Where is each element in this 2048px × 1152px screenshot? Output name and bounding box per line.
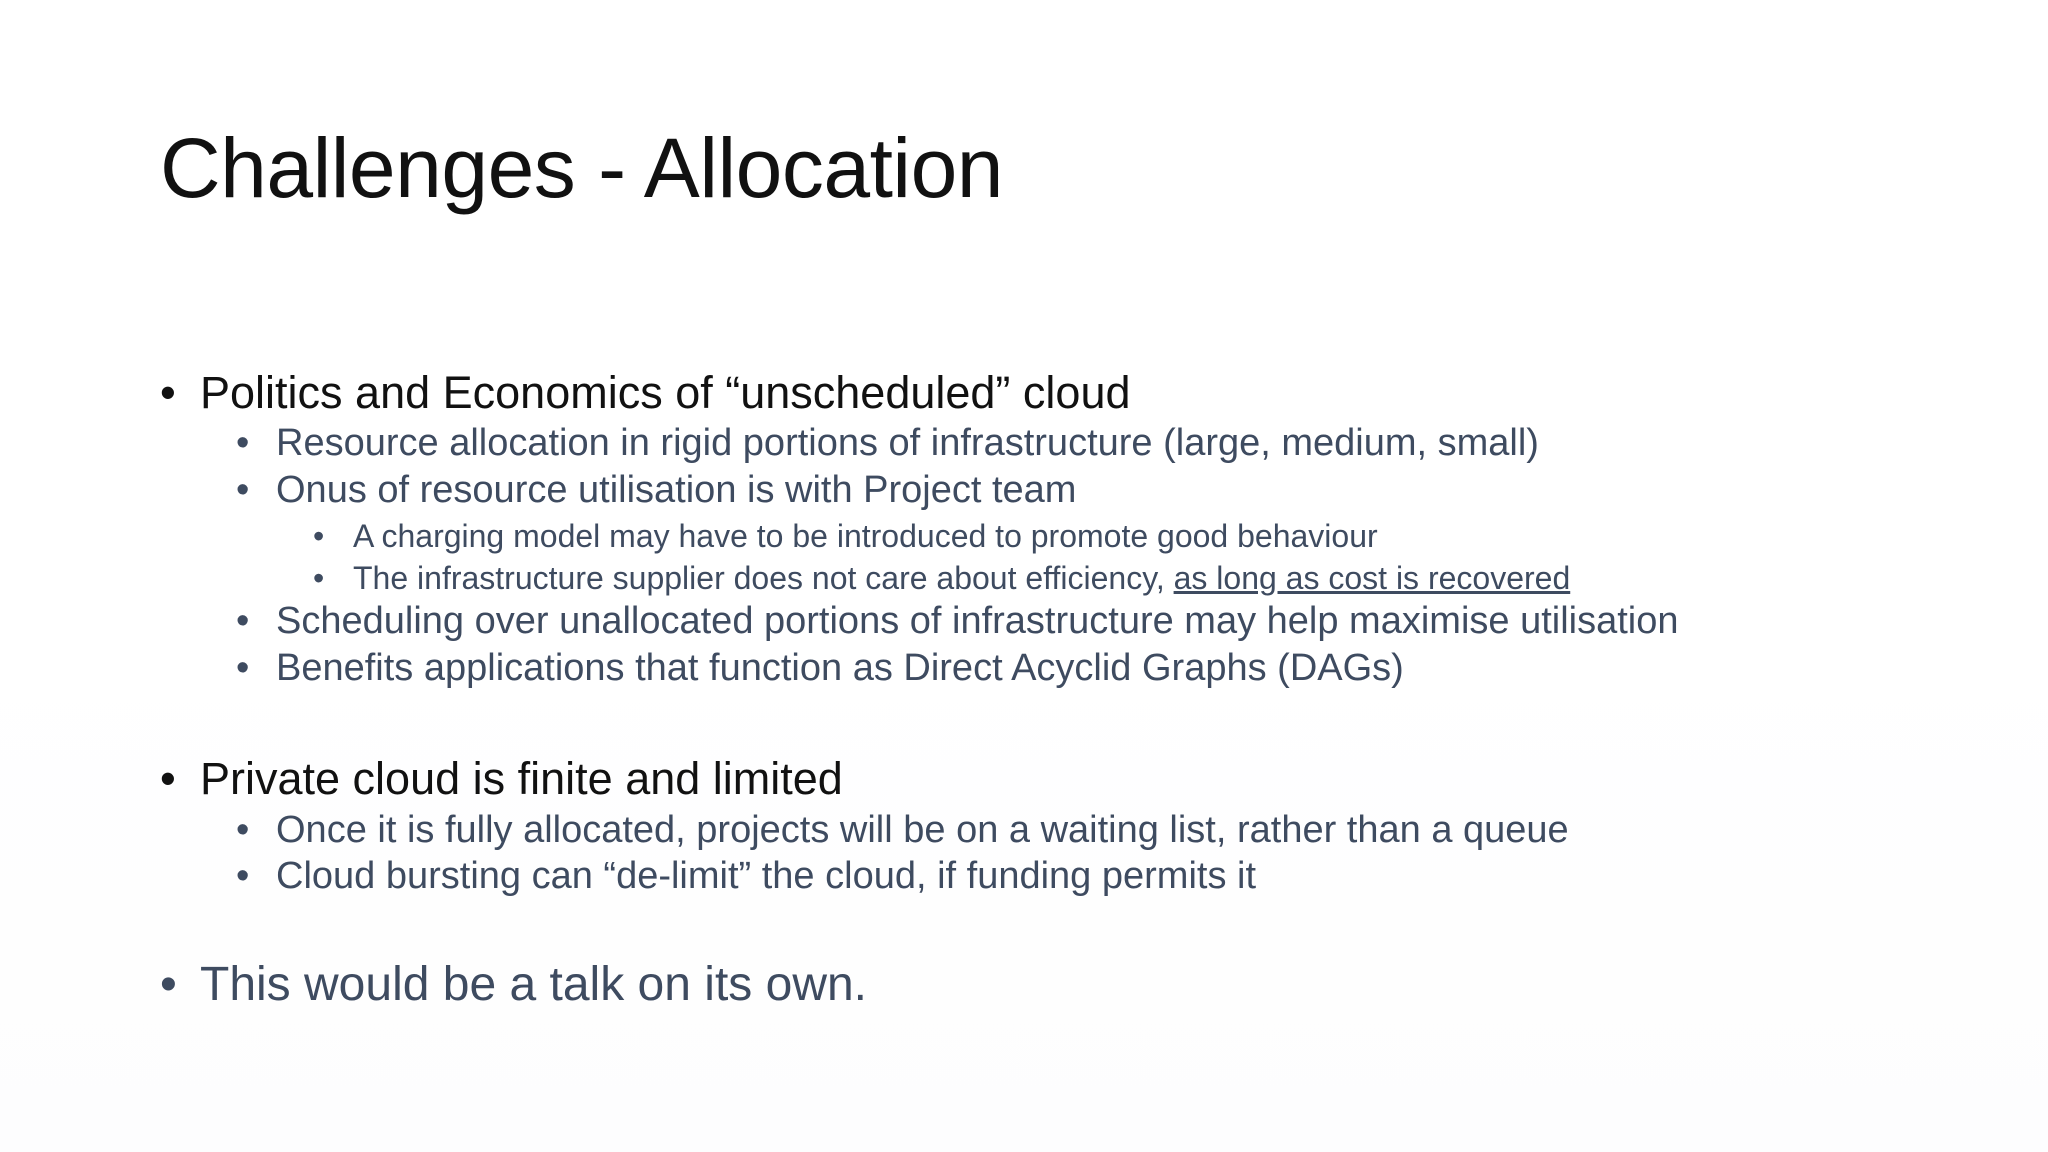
bullet-dot-icon: • [160, 367, 176, 418]
bullet-text: Cloud bursting can “de-limit” the cloud, if funding permits it [276, 855, 1257, 897]
bullet-dot-icon: • [236, 647, 250, 689]
bullet-text-plain: The infrastructure supplier does not care about efficiency, [353, 560, 1174, 596]
bullet-dot-icon: • [160, 958, 177, 1011]
bullet-text-underlined: as long as cost is recovered [1173, 560, 1571, 596]
bullet-text: Onus of resource utilisation is with Project team [276, 469, 1077, 511]
bullet-dot-icon: • [160, 753, 176, 804]
slide-title: Challenges - Allocation [160, 121, 1004, 215]
bullet-text: Once it is fully allocated, projects will be on a waiting list, rather than a queue [276, 809, 1569, 851]
bullet-text [353, 558, 1570, 598]
bullet-dot-icon: • [313, 518, 325, 554]
bullet-text: Benefits applications that function as Direct Acyclid Graphs (DAGs) [276, 647, 1404, 689]
bullet-text: Private cloud is finite and limited [200, 753, 843, 804]
bullet-dot-icon: • [236, 600, 250, 642]
bullet-text: Resource allocation in rigid portions of infrastructure (large, medium, small) [276, 422, 1539, 464]
bullet-text: A charging model may have to be introduced to promote good behaviour [353, 518, 1378, 554]
bullet-dot-icon: • [236, 809, 250, 851]
bullet-dot-icon: • [313, 560, 325, 596]
bullet-dot-icon: • [236, 855, 250, 897]
bullet-text: Scheduling over unallocated portions of infrastructure may help maximise utilisation [276, 600, 1679, 642]
bullet-text: This would be a talk on its own. [200, 958, 868, 1011]
bullet-dot-icon: • [236, 422, 250, 464]
bullet-text: Politics and Economics of “unscheduled” cloud [200, 367, 1131, 418]
bullet-dot-icon: • [236, 469, 250, 511]
